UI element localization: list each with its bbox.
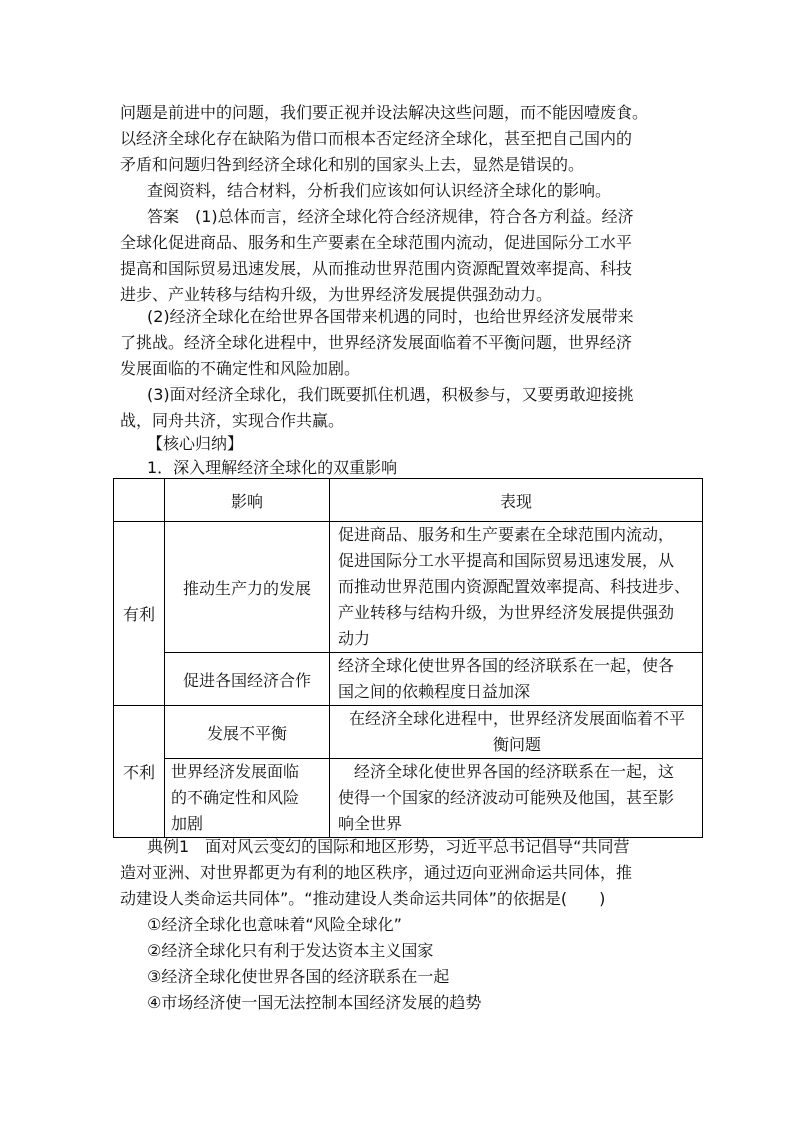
favorable-label: 有利 [114,522,165,706]
intro-line-1: 问题是前进中的问题，我们要正视并设法解决这些问题，而不能因噎废食。 [120,103,649,122]
cell-line: 的不确定性和风险 [171,788,300,807]
answer3-line-1: (3)面对经济全球化，我们既要抓住机遇，积极参与，又要勇敢迎接挑 [147,385,634,404]
option-4: ④市场经济使一国无法控制本国经济发展的趋势 [147,993,482,1012]
manifestation-cooperation [330,653,703,706]
cell-line: 经济全球化使世界各国的经济联系在一起，这 [338,762,675,781]
manifestation-productivity [330,522,703,653]
table-row [114,522,703,653]
summary-item-1: 1．深入理解经济全球化的双重影响 [147,458,398,477]
header-blank-cell [114,479,165,522]
option-1: ①经济全球化也意味着“风险全球化” [147,915,402,934]
cell-line: 产业转移与结构升级，为世界经济发展提供强劲 [338,603,675,622]
cell-line: 而推动世界范围内资源配置效率提高、科技进步、 [338,577,691,596]
intro-line-3: 矛盾和问题归咎到经济全球化和别的国家头上去，显然是错误的。 [120,155,585,174]
table-row [114,706,703,759]
answer-line-3: 提高和国际贸易迅速发展，从而推动世界范围内资源配置效率提高、科技 [120,259,633,278]
table-header-row [114,479,703,522]
answer-line-2: 全球化促进商品、服务和生产要素在全球范围内流动，促进国际分工水平 [120,233,633,252]
option-3: ③经济全球化使世界各国的经济联系在一起 [147,967,450,986]
manifestation-uncertainty [330,759,703,838]
effect-uncertainty [165,759,330,838]
cell-line: 世界经济发展面临 [171,762,300,781]
cell-line: 在经济全球化进程中，世界经济发展面临着不平 [348,709,685,728]
example-line-1: 典例1 面对风云变幻的国际和地区形势，习近平总书记倡导“共同营 [147,837,630,856]
cell-line: 响全世界 [338,814,403,833]
intro-line-2: 以经济全球化存在缺陷为借口而根本否定经济全球化，甚至把自己国内的 [120,129,633,148]
answer3-line-2: 战，同舟共济，实现合作共赢。 [120,411,345,430]
example-line-3: 动建设人类命运共同体”。“推动建设人类命运共同体”的依据是( ) [120,889,606,908]
cell-line: 促进国际分工水平提高和国际贸易迅速发展，从 [338,551,675,570]
table-row [114,759,703,838]
answer-line-4: 进步、产业转移与结构升级，为世界经济发展提供强劲动力。 [120,285,553,304]
cell-line: 动力 [338,629,371,648]
effect-cooperation: 促进各国经济合作 [165,653,330,706]
answer2-line-2: 了挑战。经济全球化进程中，世界经济发展面临着不平衡问题，世界经济 [120,333,633,352]
cell-line: 衡问题 [492,735,541,754]
unfavorable-label: 不利 [114,706,165,838]
cell-line: 经济全球化使世界各国的经济联系在一起，使各 [338,656,675,675]
table-row [114,653,703,706]
example-line-2: 造对亚洲、对世界都更为有利的地区秩序，通过迈向亚洲命运共同体，推 [120,863,633,882]
dual-impact-table [113,478,703,838]
header-effect: 影响 [165,479,330,522]
manifestation-imbalance [330,706,703,759]
header-manifestation: 表现 [330,479,703,522]
cell-line: 国之间的依赖程度日益加深 [338,682,531,701]
answer-line-1: 答案 (1)总体而言，经济全球化符合经济规律，符合各方利益。经济 [147,207,634,226]
summary-heading: 【核心归纳】 [147,434,244,453]
answer2-line-1: (2)经济全球化在给世界各国带来机遇的同时，也给世界经济发展带来 [147,307,634,326]
cell-line: 促进商品、服务和生产要素在全球范围内流动， [338,525,675,544]
answer2-line-3: 发展面临的不确定性和风险加剧。 [120,359,361,378]
task-question: 查阅资料，结合材料，分析我们应该如何认识经济全球化的影响。 [147,181,612,200]
cell-line: 加剧 [171,814,204,833]
cell-line: 使得一个国家的经济波动可能殃及他国，甚至影 [338,788,675,807]
effect-imbalance: 发展不平衡 [165,706,330,759]
effect-productivity: 推动生产力的发展 [165,522,330,653]
option-2: ②经济全球化只有利于发达资本主义国家 [147,941,434,960]
